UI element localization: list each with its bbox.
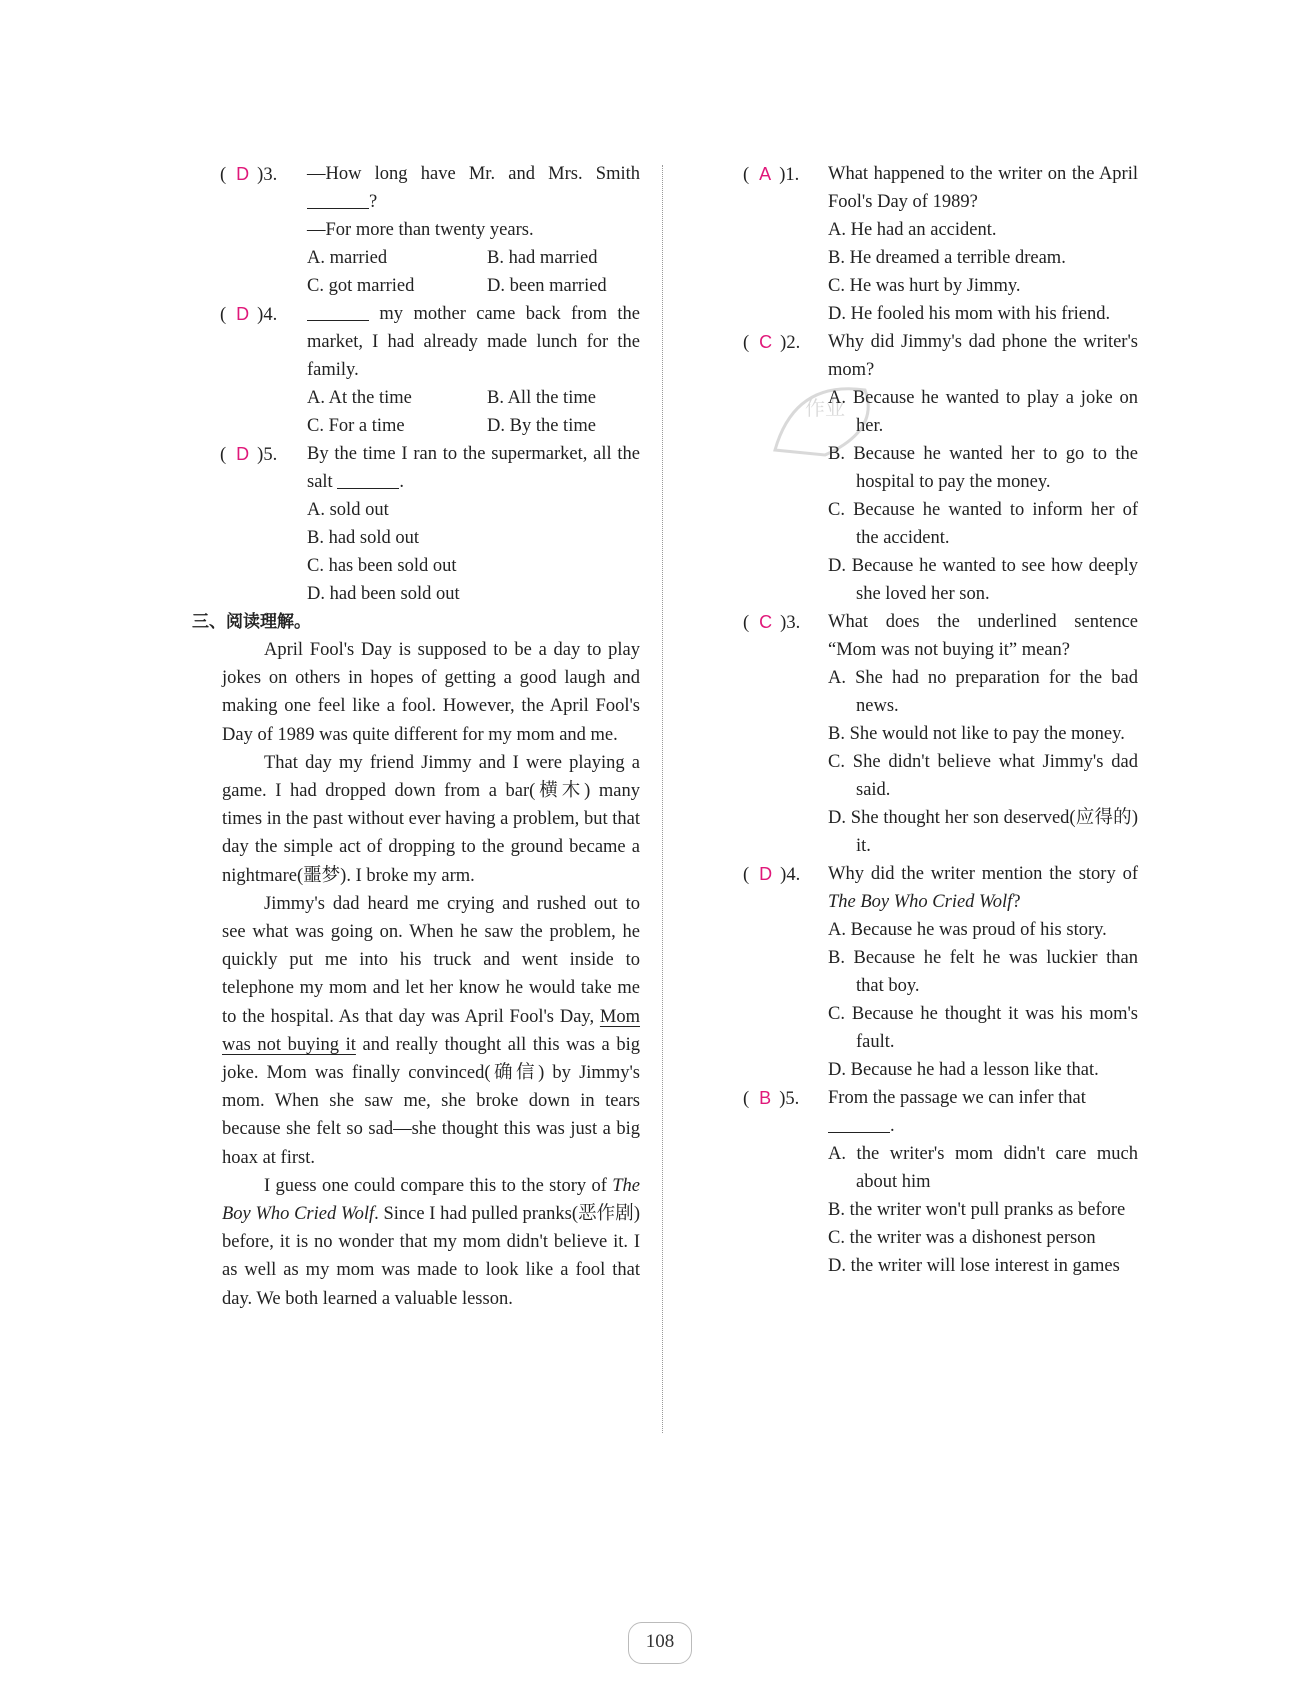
answer-bracket: ( C )2.: [743, 332, 801, 353]
question-number: 1.: [785, 165, 800, 185]
option-item[interactable]: D. He fooled his mom with his friend.: [828, 304, 1111, 324]
question-item: [190, 160, 640, 300]
question-item: [713, 608, 1138, 860]
question-number: 5.: [263, 445, 278, 465]
passage-paragraph: Jimmy's dad heard me crying and rushed out to see what was going on. When he saw the problem, he quickly put me into his truck and went inside to telephone my mom and let her know he would take me to the hospital. As that day was April Fool's Day, Mom was not buying it and really thought all this was a big joke. Mom was finally convinced(确信) by Jimmy's mom. When she saw me, she broke down in tears because she felt so sad—she thought this was just a big hoax at first.: [222, 893, 640, 1168]
option-item[interactable]: B. All the time: [487, 388, 596, 408]
option-item[interactable]: D. the writer will lose interest in games: [828, 1256, 1120, 1276]
question-number: 3.: [263, 165, 278, 185]
grammar-question-list: [190, 160, 640, 608]
question-stem: —How long have Mr. and Mrs. Smith ? —For more than twenty years.: [307, 164, 640, 240]
question-stem: From the passage we can infer that .: [828, 1088, 1086, 1136]
answer-letter: A: [759, 164, 772, 184]
answer-bracket: ( D )4.: [220, 304, 278, 325]
option-item[interactable]: C. Because he thought it was his mom's fault.: [828, 1004, 1138, 1052]
question-item: [190, 440, 640, 608]
answer-blank[interactable]: [828, 1114, 890, 1133]
question-number: 2.: [786, 333, 801, 353]
option-list: [307, 244, 640, 300]
section-title: 三、阅读理解。: [192, 612, 311, 632]
option-item[interactable]: D. Because he wanted to see how deeply she loved her son.: [828, 556, 1138, 604]
option-list: [307, 384, 640, 440]
option-item[interactable]: B. Because he felt he was luckier than that boy.: [828, 948, 1138, 996]
answer-letter: D: [236, 304, 250, 324]
right-column: [713, 160, 1138, 1280]
answer-letter: C: [759, 332, 773, 352]
option-item[interactable]: B. Because he wanted her to go to the hospital to pay the money.: [828, 444, 1138, 492]
question-stem: my mother came back from the market, I had already made lunch for the family.: [307, 304, 640, 380]
passage-paragraph: That day my friend Jimmy and I were playing a game. I had dropped down from a bar(横木) many times in the past without ever having a problem, but that day the simple act of dropping to the ground became a nightmare(噩梦). I broke my arm.: [222, 752, 640, 886]
option-item[interactable]: C. He was hurt by Jimmy.: [828, 276, 1021, 296]
option-item[interactable]: B. had married: [487, 248, 598, 268]
option-item[interactable]: B. He dreamed a terrible dream.: [828, 248, 1066, 268]
option-list: [307, 496, 640, 608]
option-item[interactable]: A. He had an accident.: [828, 220, 997, 240]
answer-blank[interactable]: [307, 190, 369, 209]
option-item[interactable]: A. sold out: [307, 500, 389, 520]
reading-passage: [190, 636, 640, 1313]
option-item[interactable]: D. been married: [487, 276, 607, 296]
question-item: [713, 160, 1138, 328]
answer-letter: D: [236, 164, 250, 184]
option-item[interactable]: C. got married: [307, 276, 415, 296]
option-list: [828, 664, 1138, 860]
answer-bracket: ( C )3.: [743, 612, 801, 633]
option-item[interactable]: D. Because he had a lesson like that.: [828, 1060, 1099, 1080]
answer-bracket: ( A )1.: [743, 164, 800, 185]
passage-paragraph: I guess one could compare this to the story of The Boy Who Cried Wolf. Since I had pulled pranks(恶作剧) before, it is no wonder that my mom didn't believe it. I as well as my mom was made to look like a fool that day. We both learned a valuable lesson.: [222, 1175, 640, 1309]
option-item[interactable]: D. She thought her son deserved(应得的) it.: [828, 808, 1138, 856]
option-item[interactable]: C. Because he wanted to inform her of the accident.: [828, 500, 1138, 548]
question-number: 4.: [786, 865, 801, 885]
option-item[interactable]: C. She didn't believe what Jimmy's dad said.: [828, 752, 1138, 800]
question-stem: What does the underlined sentence “Mom was not buying it” mean?: [828, 612, 1138, 660]
option-item[interactable]: A. the writer's mom didn't care much about him: [828, 1144, 1138, 1192]
passage-paragraph: April Fool's Day is supposed to be a day to play jokes on others in hopes of getting a good laugh and making one feel like a fool. However, the April Fool's Day of 1989 was quite different for my mom and me.: [222, 640, 640, 745]
question-item: [190, 300, 640, 440]
answer-letter: D: [759, 864, 773, 884]
option-item[interactable]: A. Because he was proud of his story.: [828, 920, 1107, 940]
option-item[interactable]: D. By the time: [487, 416, 596, 436]
answer-blank[interactable]: [307, 302, 369, 321]
option-item[interactable]: C. has been sold out: [307, 556, 457, 576]
option-item[interactable]: C. the writer was a dishonest person: [828, 1228, 1096, 1248]
page-number: 108: [628, 1622, 692, 1664]
answer-bracket: ( B )5.: [743, 1088, 800, 1109]
answer-letter: B: [759, 1088, 772, 1108]
option-item[interactable]: A. She had no preparation for the bad news.: [828, 668, 1138, 716]
option-item[interactable]: C. For a time: [307, 416, 405, 436]
option-item[interactable]: A. married: [307, 248, 388, 268]
answer-bracket: ( D )3.: [220, 164, 278, 185]
question-number: 4.: [263, 305, 278, 325]
option-list: [828, 1140, 1138, 1280]
question-number: 3.: [786, 613, 801, 633]
column-divider: [662, 165, 663, 1433]
question-item: [713, 1084, 1138, 1280]
question-stem: Why did Jimmy's dad phone the writer's mom?: [828, 332, 1138, 380]
answer-bracket: ( D )5.: [220, 444, 278, 465]
left-column: [190, 160, 640, 1313]
option-item[interactable]: D. had been sold out: [307, 584, 460, 604]
stamp-label: 作业: [805, 396, 845, 420]
answer-letter: D: [236, 444, 250, 464]
option-list: [828, 916, 1138, 1084]
question-stem: By the time I ran to the supermarket, all the salt .: [307, 444, 640, 492]
answer-blank[interactable]: [337, 470, 399, 489]
option-item[interactable]: B. had sold out: [307, 528, 420, 548]
question-stem: Why did the writer mention the story of The Boy Who Cried Wolf?: [828, 864, 1138, 912]
question-item: [713, 860, 1138, 1084]
option-item[interactable]: B. the writer won't pull pranks as before: [828, 1200, 1126, 1220]
question-number: 5.: [785, 1089, 800, 1109]
option-item[interactable]: B. She would not like to pay the money.: [828, 724, 1125, 744]
seal-stamp: [765, 370, 885, 460]
answer-bracket: ( D )4.: [743, 864, 801, 885]
question-stem: What happened to the writer on the April Fool's Day of 1989?: [828, 164, 1138, 212]
option-item[interactable]: A. At the time: [307, 388, 412, 408]
answer-letter: C: [759, 612, 773, 632]
option-list: [828, 216, 1138, 328]
reading-question-list: [713, 160, 1138, 1280]
option-item[interactable]: A. Because he wanted to play a joke on her.: [828, 388, 1138, 436]
